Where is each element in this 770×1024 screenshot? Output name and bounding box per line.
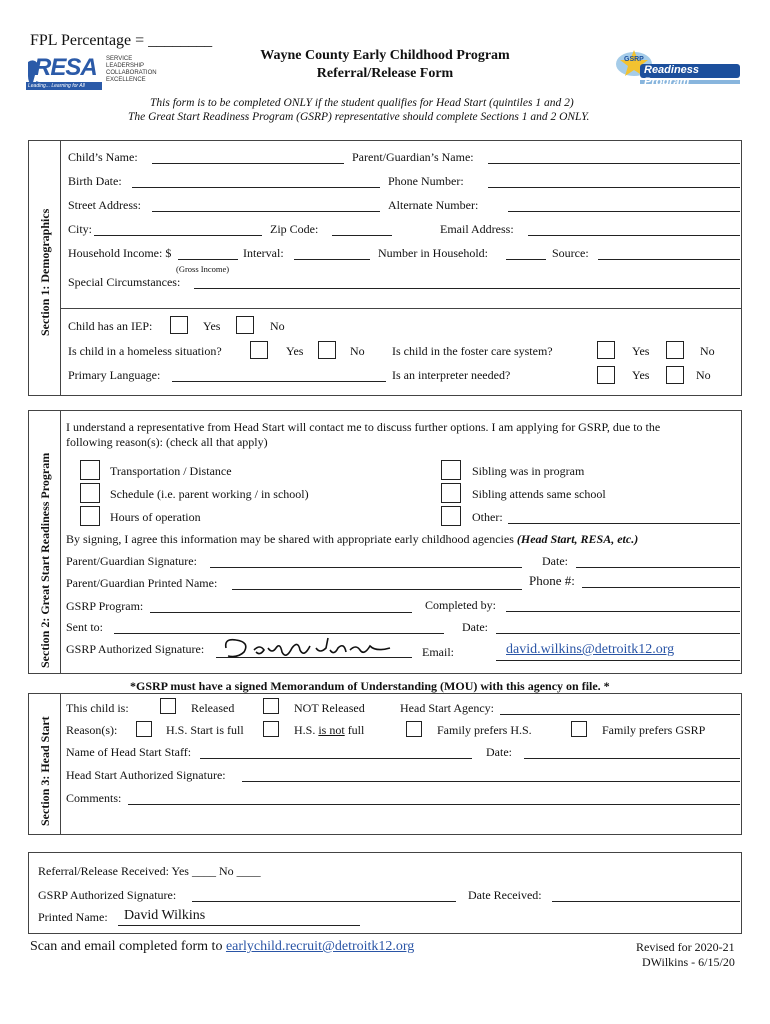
gsrp-program-field[interactable]: [150, 612, 412, 613]
printed-name-value: David Wilkins: [124, 908, 206, 923]
section3-date-label: Date:: [486, 745, 512, 759]
section3-label: Section 3: Head Start: [38, 716, 52, 826]
city-label: City:: [68, 222, 93, 236]
homeless-yes-checkbox[interactable]: [250, 341, 268, 359]
not-released-label: NOT Released: [294, 701, 365, 715]
parent-signature-date-field[interactable]: [576, 567, 740, 568]
date-received-label: Date Received:: [468, 888, 542, 902]
sent-to-label: Sent to:: [66, 620, 104, 634]
gsrp-email-link[interactable]: david.wilkins@detroitk12.org: [506, 642, 675, 657]
staff-name-label: Name of Head Start Staff:: [66, 745, 192, 759]
gsrp-signature-label: GSRP Authorized Signature:: [38, 888, 177, 902]
resa-brand: RESA: [34, 54, 97, 81]
hs-not-full-label: H.S. is not full: [294, 723, 365, 737]
completed-by-label: Completed by:: [425, 598, 496, 612]
gsrp-auth-signature-label: GSRP Authorized Signature:: [66, 642, 205, 656]
street-address-field[interactable]: [152, 211, 380, 212]
household-income-label: Household Income: $: [68, 246, 172, 260]
printed-name-label: Printed Name:: [38, 910, 108, 924]
not-released-checkbox[interactable]: [263, 698, 279, 714]
interpreter-no-label: No: [696, 368, 711, 382]
revised-note: Revised for 2020-21: [636, 940, 735, 954]
homeless-label: Is child in a homeless situation?: [68, 344, 222, 358]
author-note: DWilkins - 6/15/20: [642, 955, 735, 969]
source-field[interactable]: [598, 259, 740, 260]
section1-divider: [60, 140, 61, 396]
foster-no-label: No: [700, 344, 715, 358]
interval-label: Interval:: [243, 246, 284, 260]
gsrp-email-field[interactable]: [496, 660, 740, 661]
reason-transportation-checkbox[interactable]: [80, 460, 100, 480]
interpreter-no-checkbox[interactable]: [666, 366, 684, 384]
hs-not-full-checkbox[interactable]: [263, 721, 279, 737]
foster-no-checkbox[interactable]: [666, 341, 684, 359]
instruction-line1: This form is to be completed ONLY if the student qualifies for Head Start (quintiles 1 and 2): [150, 97, 574, 109]
homeless-no-checkbox[interactable]: [318, 341, 336, 359]
zip-code-field[interactable]: [332, 235, 392, 236]
completed-by-field[interactable]: [506, 611, 740, 612]
gsrp-logo: [612, 46, 742, 96]
form-title-line1: Wayne County Early Childhood Program: [260, 48, 510, 63]
reason-sibling-attends-checkbox[interactable]: [441, 483, 461, 503]
this-child-is-label: This child is:: [66, 701, 129, 715]
email-address-label: Email Address:: [440, 222, 514, 236]
reason-sibling-was-label: Sibling was in program: [472, 464, 585, 478]
reason-hours-label: Hours of operation: [110, 510, 201, 524]
parent-name-field[interactable]: [488, 163, 740, 164]
family-prefers-hs-checkbox[interactable]: [406, 721, 422, 737]
foster-yes-label: Yes: [632, 344, 650, 358]
gsrp-signature-field[interactable]: [192, 901, 456, 902]
reason-transportation-label: Transportation / Distance: [110, 464, 232, 478]
reason-sibling-attends-label: Sibling attends same school: [472, 487, 606, 501]
parent-printed-name-label: Parent/Guardian Printed Name:: [66, 576, 218, 590]
household-income-field[interactable]: [178, 259, 238, 260]
phone-label: Phone #:: [529, 573, 575, 588]
form-title-line2: Referral/Release Form: [316, 66, 454, 81]
sent-to-date-field[interactable]: [496, 633, 740, 634]
iep-yes-label: Yes: [203, 319, 221, 333]
staff-name-field[interactable]: [200, 758, 472, 759]
head-start-agency-label: Head Start Agency:: [400, 701, 494, 715]
gsrp-logo-title: Readiness Program: [644, 64, 700, 88]
interpreter-label: Is an interpreter needed?: [392, 368, 511, 382]
primary-language-field[interactable]: [172, 381, 386, 382]
reason-other-field[interactable]: [508, 523, 740, 524]
parent-signature-label: Parent/Guardian Signature:: [66, 554, 197, 568]
reason-schedule-label: Schedule (i.e. parent working / in school): [110, 487, 309, 501]
alternate-number-label: Alternate Number:: [388, 198, 479, 212]
received-label: Referral/Release Received: Yes ____ No ____: [38, 864, 261, 878]
section2-intro-line1: I understand a representative from Head Start will contact me to discuss further options. I am applying for GSRP, due to the: [66, 420, 661, 434]
iep-label: Child has an IEP:: [68, 319, 153, 333]
reason-hours-checkbox[interactable]: [80, 506, 100, 526]
hs-start-full-label: H.S. Start is full: [166, 723, 244, 737]
sent-to-date-label: Date:: [462, 620, 488, 634]
gross-income-note: (Gross Income): [176, 264, 230, 274]
iep-no-checkbox[interactable]: [236, 316, 254, 334]
number-in-household-label: Number in Household:: [378, 246, 488, 260]
section2-divider: [60, 410, 61, 674]
number-in-household-field[interactable]: [506, 259, 546, 260]
reason-other-checkbox[interactable]: [441, 506, 461, 526]
mou-note: *GSRP must have a signed Memorandum of Understanding (MOU) with this agency on file. *: [130, 679, 610, 693]
foster-yes-checkbox[interactable]: [597, 341, 615, 359]
hs-start-full-checkbox[interactable]: [136, 721, 152, 737]
reason-other-label: Other:: [472, 510, 503, 524]
special-circumstances-label: Special Circumstances:: [68, 275, 181, 289]
section3-date-field[interactable]: [524, 758, 740, 759]
family-prefers-gsrp-checkbox[interactable]: [571, 721, 587, 737]
alternate-number-field[interactable]: [508, 211, 740, 212]
resa-tagline: Leading... Learning for All: [26, 82, 102, 90]
gsrp-program-label: GSRP Program:: [66, 599, 144, 613]
section1-label: Section 1: Demographics: [38, 208, 52, 336]
child-name-label: Child’s Name:: [68, 150, 138, 164]
birth-date-field[interactable]: [132, 187, 380, 188]
email-address-field[interactable]: [528, 235, 740, 236]
resa-logo: [26, 56, 166, 92]
hs-auth-signature-field[interactable]: [242, 781, 740, 782]
special-circumstances-field[interactable]: [194, 288, 740, 289]
date-received-field[interactable]: [552, 901, 740, 902]
reasons-label: Reason(s):: [66, 723, 118, 737]
interpreter-yes-label: Yes: [632, 368, 650, 382]
foster-label: Is child in the foster care system?: [392, 344, 553, 358]
parent-signature-field[interactable]: [210, 567, 522, 568]
section2-intro-line2: following reason(s): (check all that apply): [66, 435, 268, 449]
fpl-percentage-label: FPL Percentage = ________: [30, 32, 213, 49]
homeless-no-label: No: [350, 344, 365, 358]
iep-no-label: No: [270, 319, 285, 333]
street-address-label: Street Address:: [68, 198, 141, 212]
reason-sibling-was-checkbox[interactable]: [441, 460, 461, 480]
scan-instructions: Scan and email completed form to earlychild.recruit@detroitk12.org: [30, 939, 415, 954]
gsrp-logo-small: GSRP: [624, 56, 644, 63]
released-label: Released: [191, 701, 235, 715]
reason-schedule-checkbox[interactable]: [80, 483, 100, 503]
instruction-line2: The Great Start Readiness Program (GSRP) representative should complete Sections 1 and 2 ONLY.: [128, 111, 590, 123]
email-label: Email:: [422, 645, 454, 659]
primary-language-label: Primary Language:: [68, 368, 161, 382]
iep-yes-checkbox[interactable]: [170, 316, 188, 334]
zip-code-label: Zip Code:: [270, 222, 319, 236]
phone-number-label: Phone Number:: [388, 174, 464, 188]
hs-auth-signature-label: Head Start Authorized Signature:: [66, 768, 226, 782]
head-start-agency-field[interactable]: [500, 714, 740, 715]
parent-printed-name-field[interactable]: [232, 589, 522, 590]
resa-words: SERVICE LEADERSHIP COLLABORATION EXCELLENCE: [106, 56, 157, 83]
city-field[interactable]: [94, 235, 262, 236]
birth-date-label: Birth Date:: [68, 174, 122, 188]
section1-inner-divider: [60, 308, 742, 309]
section2-label: Section 2: Great Start Readiness Program: [38, 452, 52, 668]
phone-number-field[interactable]: [488, 187, 740, 188]
source-label: Source:: [552, 246, 589, 260]
phone-field[interactable]: [582, 587, 740, 588]
parent-signature-date-label: Date:: [542, 554, 568, 568]
section3-divider: [60, 693, 61, 835]
homeless-yes-label: Yes: [286, 344, 304, 358]
interpreter-yes-checkbox[interactable]: [597, 366, 615, 384]
comments-field[interactable]: [128, 804, 740, 805]
child-name-field[interactable]: [152, 163, 344, 164]
printed-name-field[interactable]: [118, 925, 360, 926]
parent-name-label: Parent/Guardian’s Name:: [352, 150, 474, 164]
comments-label: Comments:: [66, 791, 122, 805]
family-prefers-gsrp-label: Family prefers GSRP: [602, 723, 706, 737]
family-prefers-hs-label: Family prefers H.S.: [437, 723, 532, 737]
consent-text: By signing, I agree this information may be shared with appropriate early childhood agencies (Head Start, RESA, etc.): [66, 532, 639, 546]
released-checkbox[interactable]: [160, 698, 176, 714]
interval-field[interactable]: [294, 259, 370, 260]
recruit-email-link[interactable]: earlychild.recruit@detroitk12.org: [225, 939, 415, 954]
handwritten-signature-icon: [220, 634, 400, 662]
